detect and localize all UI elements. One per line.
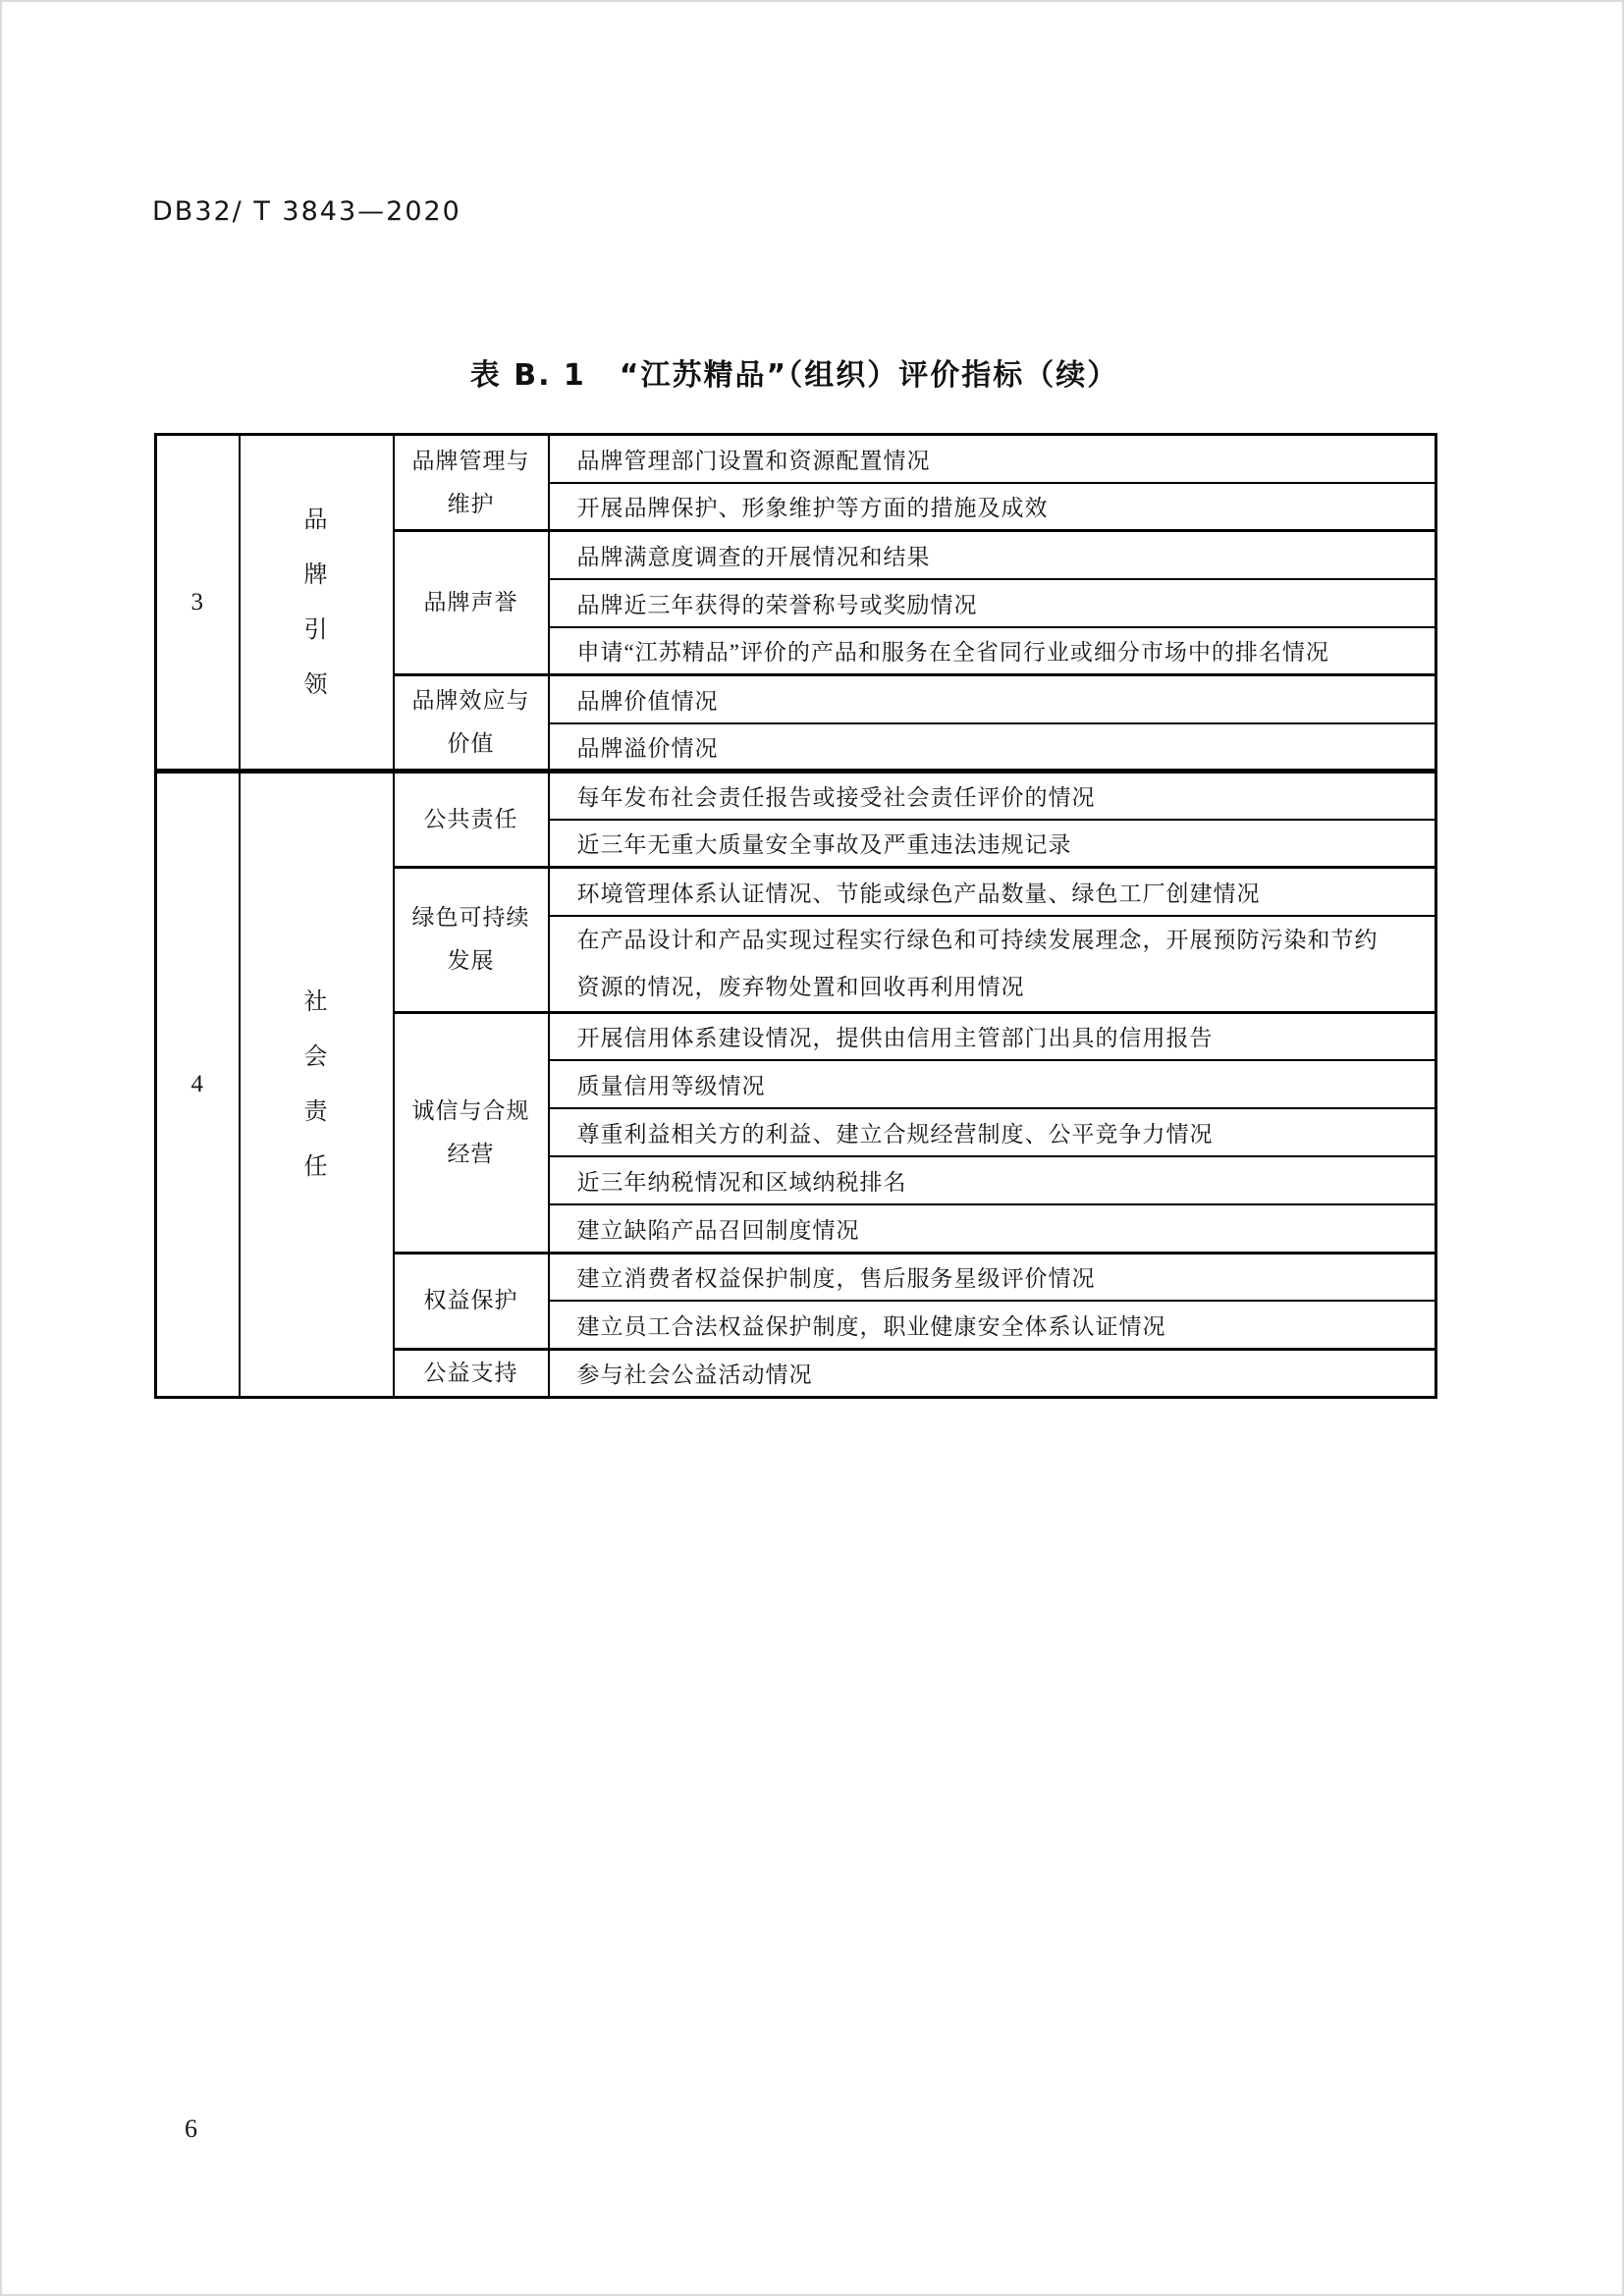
category-char: 牌 (303, 561, 329, 588)
subcategory-cell (394, 868, 549, 1013)
indicator-text-line: 在产品设计和产品实现过程实行绿色和可持续发展理念，开展预防污染和节约 (576, 927, 1379, 952)
table-row (156, 772, 1436, 820)
subcategory-cell (394, 435, 549, 531)
category-char: 品 (303, 507, 329, 533)
row-number-cell: 4 (156, 772, 240, 1398)
indicator-cell: 申请“江苏精品”评价的产品和服务在全省同行业或细分市场中的排名情况 (549, 627, 1436, 675)
subcategory-label: 发展 (447, 948, 495, 974)
evaluation-indicators-table (154, 433, 1437, 1399)
subcategory-label: 诚信与合规 (411, 1097, 530, 1123)
row-number-cell: 3 (156, 435, 240, 772)
subcategory-label: 绿色可持续 (411, 905, 530, 931)
category-char: 会 (303, 1043, 329, 1070)
category-cell (240, 435, 394, 772)
category-char: 领 (303, 671, 329, 698)
indicator-cell: 建立员工合法权益保护制度，职业健康安全体系认证情况 (549, 1301, 1436, 1349)
indicator-cell: 品牌近三年获得的荣誉称号或奖励情况 (549, 579, 1436, 627)
subcategory-label: 公益支持 (423, 1360, 518, 1385)
subcategory-label: 品牌声誉 (423, 590, 518, 614)
indicator-cell: 环境管理体系认证情况、节能或绿色产品数量、绿色工厂创建情况 (549, 868, 1436, 916)
category-char: 责 (303, 1098, 329, 1125)
indicator-cell: 建立缺陷产品召回制度情况 (549, 1204, 1436, 1253)
category-char: 社 (303, 988, 329, 1015)
indicator-cell: 每年发布社会责任报告或接受社会责任评价的情况 (549, 772, 1436, 820)
table-title-text: “江苏精品”（组织）评价指标（续） (619, 358, 1119, 393)
subcategory-label: 品牌效应与 (411, 688, 530, 713)
category-char: 引 (303, 616, 329, 643)
indicator-cell: 尊重利益相关方的利益、建立合规经营制度、公平竞争力情况 (549, 1108, 1436, 1156)
indicator-cell: 品牌满意度调查的开展情况和结果 (549, 531, 1436, 579)
indicator-cell: 近三年纳税情况和区域纳税排名 (549, 1156, 1436, 1204)
indicator-cell: 参与社会公益活动情况 (549, 1349, 1436, 1397)
subcategory-cell (394, 1012, 549, 1253)
table-row (156, 435, 1436, 483)
indicator-cell: 品牌管理部门设置和资源配置情况 (549, 435, 1436, 483)
category-cell (240, 772, 394, 1398)
subcategory-cell (394, 675, 549, 772)
subcategory-label: 经营 (447, 1141, 495, 1166)
indicator-cell: 开展品牌保护、形象维护等方面的措施及成效 (549, 483, 1436, 531)
subcategory-label: 公共责任 (423, 807, 518, 831)
indicator-cell: 开展信用体系建设情况，提供由信用主管部门出具的信用报告 (549, 1012, 1436, 1060)
indicator-cell: 建立消费者权益保护制度，售后服务星级评价情况 (549, 1253, 1436, 1301)
indicator-cell: 品牌溢价情况 (549, 723, 1436, 772)
table-title-label: 表 B. 1 (469, 358, 586, 393)
subcategory-cell (394, 1349, 549, 1397)
table-title (154, 350, 1435, 394)
indicator-cell (549, 916, 1436, 1013)
subcategory-label: 品牌管理与 (411, 448, 530, 473)
indicator-text-line: 资源的情况，废弃物处置和回收再利用情况 (576, 974, 1025, 999)
standard-number: DB32/ T 3843—2020 (152, 196, 461, 227)
category-char: 任 (303, 1153, 329, 1180)
indicator-cell: 品牌价值情况 (549, 675, 1436, 723)
subcategory-cell (394, 531, 549, 675)
page-number: 6 (185, 2114, 197, 2143)
subcategory-label: 权益保护 (423, 1288, 518, 1312)
indicator-cell: 近三年无重大质量安全事故及严重违法违规记录 (549, 820, 1436, 868)
subcategory-cell (394, 772, 549, 868)
subcategory-label: 价值 (447, 731, 495, 756)
indicator-cell: 质量信用等级情况 (549, 1060, 1436, 1108)
subcategory-label: 维护 (447, 491, 495, 516)
subcategory-cell (394, 1253, 549, 1349)
